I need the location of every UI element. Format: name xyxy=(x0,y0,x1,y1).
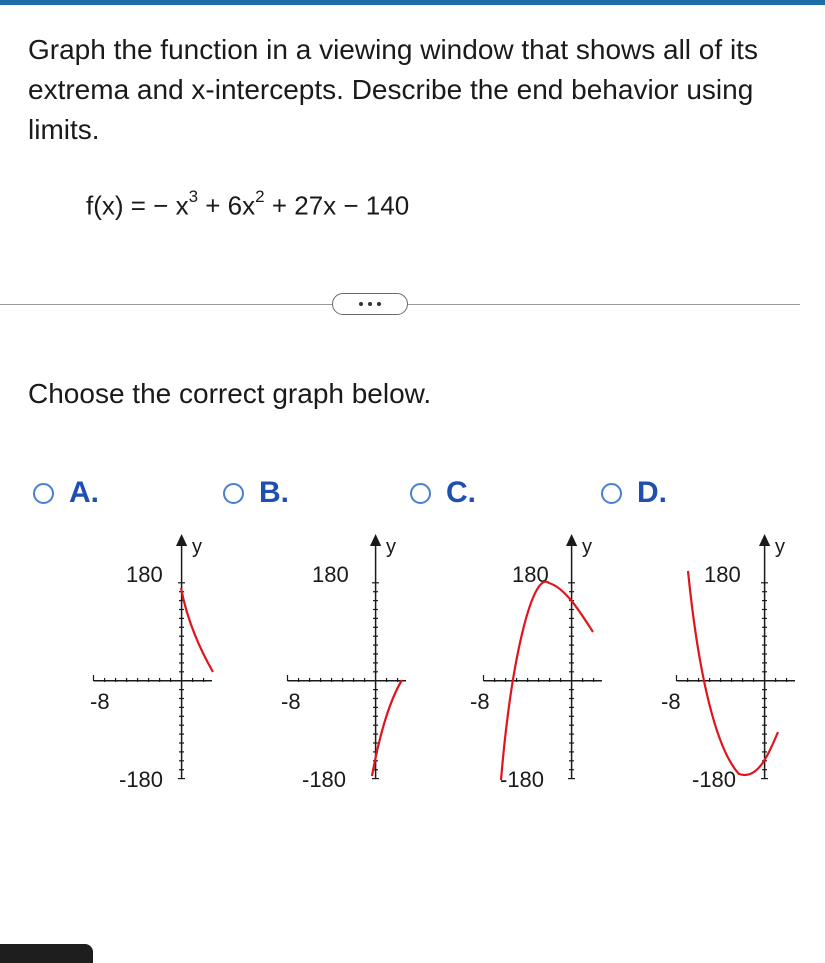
formula-part-rhs: + 27x − 140 xyxy=(264,190,410,221)
x-min-label-d: -8 xyxy=(661,689,681,714)
top-accent-bar xyxy=(0,0,825,5)
radio-button-d[interactable] xyxy=(601,483,622,504)
y-min-label-b: -180 xyxy=(302,767,347,792)
y-max-label-d: 180 xyxy=(704,562,741,587)
y-axis-arrow-b xyxy=(370,534,381,546)
ellipsis-icon xyxy=(359,302,363,306)
y-max-label-c: 180 xyxy=(512,562,549,587)
radio-button-b[interactable] xyxy=(223,483,244,504)
y-min-label-a: -180 xyxy=(119,767,164,792)
y-axis-label-a: y xyxy=(192,536,202,558)
y-axis-arrow-c xyxy=(566,534,577,546)
y-max-label-b: 180 xyxy=(312,562,349,587)
option-c-label: C. xyxy=(446,476,476,509)
expand-more-button[interactable] xyxy=(332,293,408,315)
formula-exponent-2: 2 xyxy=(255,187,265,206)
radio-button-c[interactable] xyxy=(410,483,431,504)
y-axis-label-b: y xyxy=(386,536,396,558)
graph-d[interactable] xyxy=(661,530,825,792)
y-min-label-c: -180 xyxy=(500,767,545,792)
x-min-label-b: -8 xyxy=(281,689,301,714)
y-min-label-d: -180 xyxy=(692,767,737,792)
x-min-label-a: -8 xyxy=(90,689,110,714)
graph-c[interactable] xyxy=(470,530,654,792)
bottom-dark-tab[interactable] xyxy=(0,944,93,963)
y-max-label-a: 180 xyxy=(126,562,163,587)
formula-exponent-3: 3 xyxy=(188,187,199,206)
option-b[interactable] xyxy=(223,476,289,510)
option-a-label: A. xyxy=(69,476,99,509)
graph-b[interactable] xyxy=(278,530,458,792)
option-a[interactable] xyxy=(33,476,99,510)
graph-a[interactable] xyxy=(84,530,264,792)
y-axis-label-d: y xyxy=(775,536,785,558)
option-d[interactable] xyxy=(601,476,667,510)
formula-part-mid: + 6x xyxy=(198,190,256,221)
function-curve-b xyxy=(372,680,402,776)
y-axis-arrow-d xyxy=(759,534,770,546)
radio-button-a[interactable] xyxy=(33,483,54,504)
question-text: Graph the function in a viewing window that shows all of its extrema and x-intercepts. Describe the end behavior using limits. xyxy=(28,34,758,145)
option-d-label: D. xyxy=(637,476,667,509)
x-min-label-c: -8 xyxy=(470,689,490,714)
function-curve-a xyxy=(181,588,213,672)
function-formula xyxy=(86,187,410,222)
y-axis-arrow-a xyxy=(176,534,187,546)
ellipsis-icon xyxy=(377,302,381,306)
option-b-label: B. xyxy=(259,476,289,509)
formula-part-lhs: f(x) = − x xyxy=(86,190,189,221)
y-axis-label-c: y xyxy=(582,536,592,558)
ellipsis-icon xyxy=(368,302,372,306)
option-c[interactable] xyxy=(410,476,476,510)
choose-prompt: Choose the correct graph below. xyxy=(28,378,432,409)
